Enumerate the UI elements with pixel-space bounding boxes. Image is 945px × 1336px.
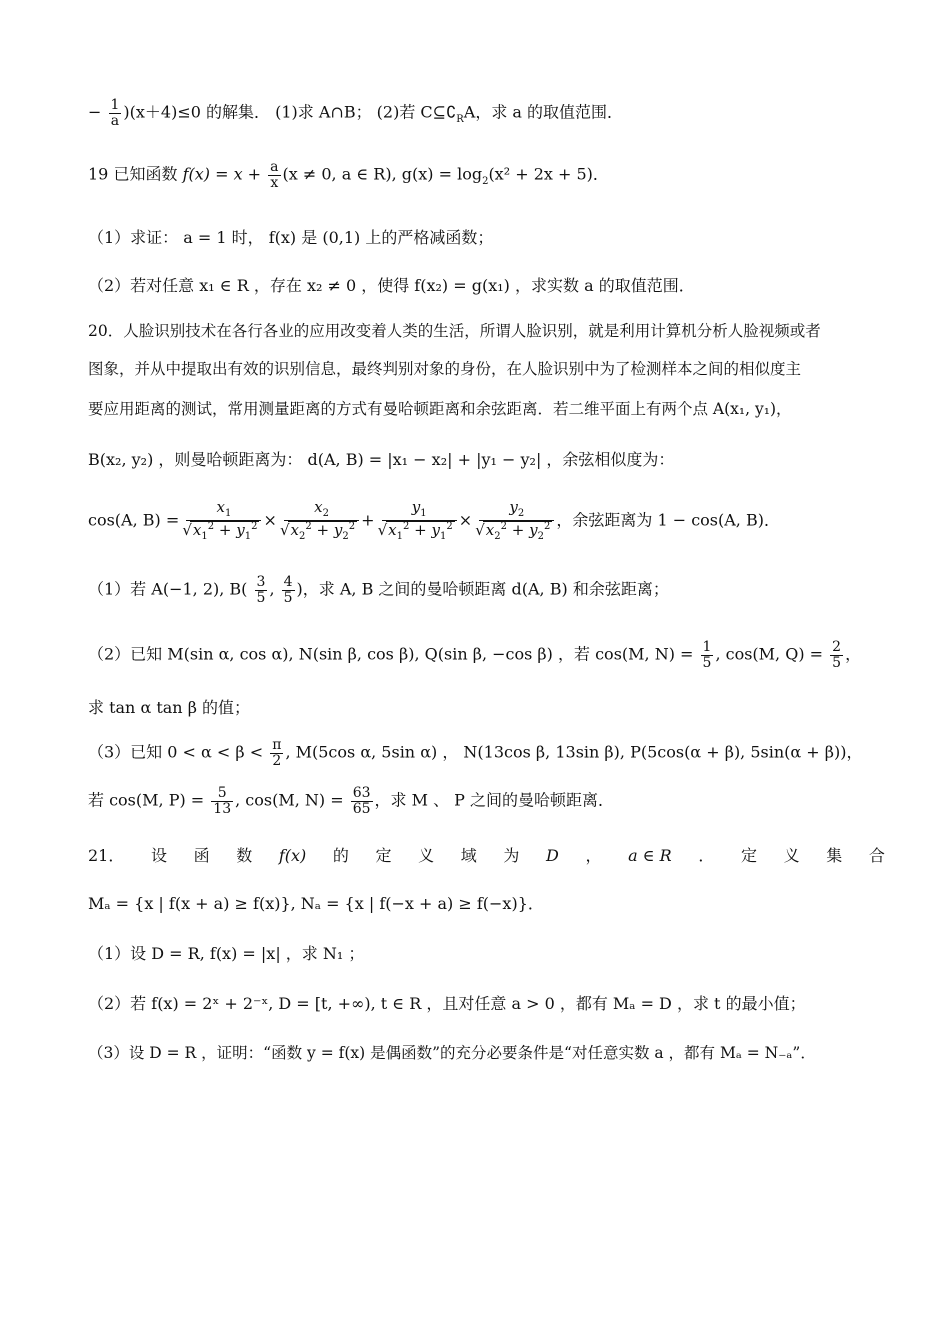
q20-part-2: （2）已知 M(sin α, cos α), N(sin β, cos β), Q(sin β, −cos β) ，若 cos(M, N) = $\frac{1}{5}$ , cos(M, Q) = $\frac{2}{5}$ ， (88, 639, 862, 671)
fraction-one-over-a: $\frac{1}{a}$ (110, 97, 120, 129)
q21-part-2: （2）若 f(x) = 2ˣ + 2⁻ˣ, D = [t, +∞), t ∈ R ，且对任意 a > 0 ，都有 Mₐ = D ，求 t 的最小值； (88, 994, 806, 1013)
q20-stem-line-3: 要应用距离的测试，常用测量距离的方式有曼哈顿距离和余弦距离．若二维平面上有两个点 A(x₁, y₁)， (88, 400, 792, 418)
q20-part-3: （3）已知 0 < α < β < $\frac{\pi}{2}$ , M(5cos α, 5sin α) ， N(13cos β, 13sin β), P(5cos(α + β), 5sin(α + β))， (88, 737, 863, 769)
q18-tail-text-2: A，求 a 的取值范围． (463, 102, 624, 122)
q20-stem-line-4: B(x₂, y₂) ，则曼哈顿距离为： d(A, B) = |x₁ − x₂| + |y₁ − y₂| ，余弦相似度为： (88, 450, 675, 469)
q20-stem-line-2: 图象，并从中提取出有效的识别信息，最终判别对象的身份，在人脸识别中为了检测样本之间的相似度主 (88, 360, 802, 378)
q18-tail-text: )(x＋4)≤0 的解集． (1)求 A∩B； (2)若 C⊆∁ (123, 102, 457, 122)
q21-stem-line-2: Mₐ = {x | f(x + a) ≥ f(x)}, Nₐ = {x | f(−x + a) ≥ f(−x)}． (88, 894, 544, 913)
q21-stem-line-1: 21． 设 函 数 f(x) 的 定 义 域 为 D ， a ∈ R ． 定 义 集 合 (88, 846, 885, 865)
q19-stem: 19 已知函数 f(x) = x + $\frac{a}{x}$ (x ≠ 0, a ∈ R), $g(x) = \log_2(x^2 + 2x + 5)$． (88, 159, 609, 191)
question-number: 19 (88, 164, 109, 184)
q21-part-3: （3）设 D = R ，证明：“函数 y = f(x) 是偶函数”的充分必要条件是“对任意实数 a ，都有 Mₐ = N₋ₐ”． (88, 1044, 816, 1062)
q20-part-2-line-2: 求 tan α tan β 的值； (88, 698, 251, 717)
q20-part-3-line-2: 若 cos(M, P) = $\frac{5}{13}$ , cos(M, N) = $\frac{63}{65}$ ，求 M 、 P 之间的曼哈顿距离． (88, 785, 615, 817)
cosine-similarity-formula: cos(A, B) = $x_1$ √ $x_1^2 + y_1^2$ × $x_2$ √ $x_2^2 + y_2^2$ + $y_1$ √ $x_1^2 + y_1^2$ × $y_2$ √ $x_2^2 + y_2^2$ ，余弦距离为 1 − cos(A, B)． (88, 500, 885, 542)
q21-part-1: （1）设 D = R, f(x) = |x| ，求 N₁ ； (88, 944, 365, 963)
fraction-a-over-x: $\frac{a}{x}$ (270, 159, 279, 191)
q20-stem-line-1: 20．人脸识别技术在各行各业的应用改变着人类的生活，所谓人脸识别，就是利用计算机分析人脸视频或者 (88, 322, 821, 340)
q18-tail-line: − $\frac{1}{a}$ )(x＋4)≤0 的解集． (1)求 A∩B； (2)若 $C⊆∁_RA$，求 a 的取值范围． (88, 97, 624, 129)
q19-part-1: （1）求证： a = 1 时， f(x) 是 (0,1) 上的严格减函数； (88, 228, 494, 247)
q20-part-1: （1）若 A(−1, 2), B( $\frac{3}{5}$ , $\frac{4}{5}$ )，求 A, B 之间的曼哈顿距离 d(A, B) 和余弦距离； (88, 574, 669, 606)
q19-part-2: （2）若对任意 x₁ ∈ R ，存在 x₂ ≠ 0 ，使得 f(x₂) = g(x₁) ，求实数 a 的取值范围． (88, 276, 695, 295)
